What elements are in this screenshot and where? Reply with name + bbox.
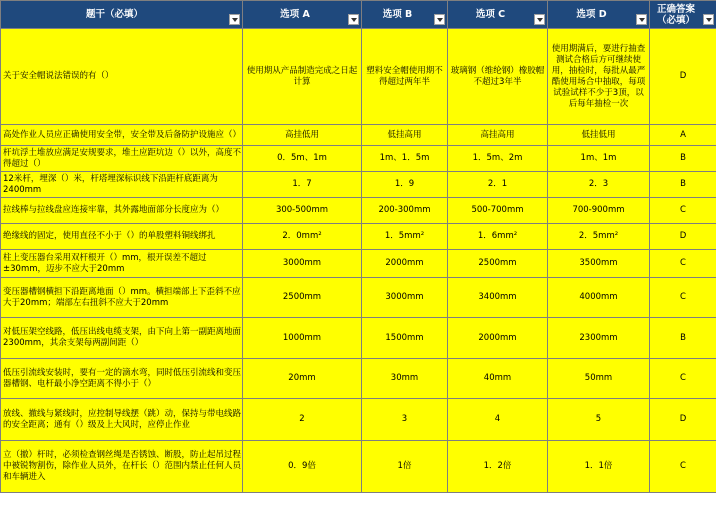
option-c-cell[interactable]: 2000mm xyxy=(448,318,548,359)
answer-cell[interactable]: C xyxy=(650,250,716,278)
answer-cell[interactable]: D xyxy=(650,224,716,250)
dropdown-filter-icon[interactable] xyxy=(534,14,545,25)
dropdown-filter-icon[interactable] xyxy=(636,14,647,25)
answer-cell[interactable]: B xyxy=(650,318,716,359)
option-d-cell[interactable]: 4000mm xyxy=(548,278,650,318)
option-b-cell[interactable]: 1m、1．5m xyxy=(362,146,448,172)
question-cell[interactable]: 12米杆，埋深（）米，杆塔埋深标识线下沿距杆底距离为2400mm xyxy=(1,172,243,198)
table-row xyxy=(1,441,716,493)
option-a-cell[interactable]: 0．9倍 xyxy=(243,441,362,493)
option-a-cell[interactable]: 0．5m、1m xyxy=(243,146,362,172)
option-c-cell[interactable]: 高挂高用 xyxy=(448,125,548,146)
option-a-cell[interactable]: 2 xyxy=(243,399,362,441)
dropdown-filter-icon[interactable] xyxy=(229,14,240,25)
option-d-cell[interactable]: 2300mm xyxy=(548,318,650,359)
question-cell[interactable]: 关于安全帽说法错误的有（） xyxy=(1,29,243,125)
col-header-option-b[interactable]: 选项 B xyxy=(362,1,448,29)
option-b-cell[interactable]: 1．5mm² xyxy=(362,224,448,250)
table-row xyxy=(1,198,716,224)
option-c-cell[interactable]: 3400mm xyxy=(448,278,548,318)
option-c-cell[interactable]: 1．6mm² xyxy=(448,224,548,250)
question-cell[interactable]: 低压引流线安装时，要有一定的滴水弯，同时低压引流线和变压器槽钢、电杆最小净空距离不得小于（） xyxy=(1,359,243,399)
option-d-cell[interactable]: 50mm xyxy=(548,359,650,399)
option-b-cell[interactable]: 3000mm xyxy=(362,278,448,318)
option-d-cell[interactable]: 5 xyxy=(548,399,650,441)
header-row xyxy=(1,1,716,29)
table-row xyxy=(1,224,716,250)
option-b-cell[interactable]: 1500mm xyxy=(362,318,448,359)
table-row xyxy=(1,125,716,146)
option-a-cell[interactable]: 1．7 xyxy=(243,172,362,198)
answer-cell[interactable]: C xyxy=(650,278,716,318)
col-header-option-a[interactable]: 选项 A xyxy=(243,1,362,29)
col-header-option-d[interactable]: 选项 D xyxy=(548,1,650,29)
table-row xyxy=(1,318,716,359)
col-header-answer[interactable]: 正确答案（必填） xyxy=(650,1,716,29)
option-b-cell[interactable]: 1倍 xyxy=(362,441,448,493)
dropdown-filter-icon[interactable] xyxy=(703,14,714,25)
answer-cell[interactable]: D xyxy=(650,399,716,441)
table-row xyxy=(1,399,716,441)
question-cell[interactable]: 绝缘线的固定，使用直径不小于（）的单股塑料铜线绑扎 xyxy=(1,224,243,250)
question-cell[interactable]: 杆坑浮土堆放应满足安规要求，堆土应距坑边（）以外，高度不得超过（） xyxy=(1,146,243,172)
col-header-option-c[interactable]: 选项 C xyxy=(448,1,548,29)
option-c-cell[interactable]: 2．1 xyxy=(448,172,548,198)
option-d-cell[interactable]: 2．3 xyxy=(548,172,650,198)
option-a-cell[interactable]: 20mm xyxy=(243,359,362,399)
question-cell[interactable]: 高处作业人员应正确使用安全带，安全带及后备防护设施应（） xyxy=(1,125,243,146)
option-c-cell[interactable]: 4 xyxy=(448,399,548,441)
option-b-cell[interactable]: 3 xyxy=(362,399,448,441)
option-b-cell[interactable]: 30mm xyxy=(362,359,448,399)
question-cell[interactable]: 柱上变压器台采用双杆根开（）mm，根开误差不超过±30mm，迈步不应大于20mm xyxy=(1,250,243,278)
table-row xyxy=(1,29,716,125)
option-d-cell[interactable]: 1m、1m xyxy=(548,146,650,172)
answer-cell[interactable]: A xyxy=(650,125,716,146)
table-row xyxy=(1,278,716,318)
question-cell[interactable]: 拉线棒与拉线盘应连接牢靠，其外露地面部分长度应为（） xyxy=(1,198,243,224)
answer-cell[interactable]: D xyxy=(650,29,716,125)
dropdown-filter-icon[interactable] xyxy=(348,14,359,25)
question-cell[interactable]: 放线、撤线与紧线时，应控制导线摆（跳）动，保持与带电线路的安全距离；通有（）级及上大风时，应停止作业 xyxy=(1,399,243,441)
option-d-cell[interactable]: 低挂低用 xyxy=(548,125,650,146)
answer-cell[interactable]: C xyxy=(650,441,716,493)
option-a-cell[interactable]: 高挂低用 xyxy=(243,125,362,146)
option-c-cell[interactable]: 40mm xyxy=(448,359,548,399)
question-cell[interactable]: 立（撤）杆时，必须检查钢丝绳是否锈蚀、断股，防止起吊过程中被锐物割伤，除作业人员外，在杆长（）范围内禁止任何人员和车辆进入 xyxy=(1,441,243,493)
option-a-cell[interactable]: 300-500mm xyxy=(243,198,362,224)
table-row xyxy=(1,359,716,399)
option-a-cell[interactable]: 2500mm xyxy=(243,278,362,318)
table-row xyxy=(1,172,716,198)
answer-cell[interactable]: C xyxy=(650,198,716,224)
option-a-cell[interactable]: 使用期从产品制造完成之日起计算 xyxy=(243,29,362,125)
option-c-cell[interactable]: 1．2倍 xyxy=(448,441,548,493)
dropdown-filter-icon[interactable] xyxy=(434,14,445,25)
option-a-cell[interactable]: 2．0mm² xyxy=(243,224,362,250)
option-c-cell[interactable]: 1．5m、2m xyxy=(448,146,548,172)
col-header-question[interactable]: 题干（必填） xyxy=(1,1,243,29)
option-c-cell[interactable]: 2500mm xyxy=(448,250,548,278)
option-c-cell[interactable]: 500-700mm xyxy=(448,198,548,224)
option-b-cell[interactable]: 塑料安全帽使用期不得超过两年半 xyxy=(362,29,448,125)
table-row xyxy=(1,146,716,172)
answer-cell[interactable]: C xyxy=(650,359,716,399)
question-cell[interactable]: 变压器槽钢横担下沿距离地面（）mm。横担端部上下歪斜不应大于20mm；端部左右扭斜不应大于20mm xyxy=(1,278,243,318)
option-d-cell[interactable]: 3500mm xyxy=(548,250,650,278)
option-d-cell[interactable]: 1．1倍 xyxy=(548,441,650,493)
option-d-cell[interactable]: 700-900mm xyxy=(548,198,650,224)
answer-cell[interactable]: B xyxy=(650,146,716,172)
answer-cell[interactable]: B xyxy=(650,172,716,198)
table-row xyxy=(1,250,716,278)
option-b-cell[interactable]: 1．9 xyxy=(362,172,448,198)
option-d-cell[interactable]: 使用期满后，要进行抽查测试合格后方可继续使用，抽检时，每批从最严酷使用场合中抽取，每项试验试样不少于3顶，以后每年抽检一次 xyxy=(548,29,650,125)
option-a-cell[interactable]: 1000mm xyxy=(243,318,362,359)
option-d-cell[interactable]: 2．5mm² xyxy=(548,224,650,250)
option-b-cell[interactable]: 2000mm xyxy=(362,250,448,278)
option-b-cell[interactable]: 200-300mm xyxy=(362,198,448,224)
question-cell[interactable]: 对低压架空线路，低压出线电缆支架，由下向上第一副距离地面2300mm，其余支架每两副间距（） xyxy=(1,318,243,359)
option-a-cell[interactable]: 3000mm xyxy=(243,250,362,278)
option-b-cell[interactable]: 低挂高用 xyxy=(362,125,448,146)
option-c-cell[interactable]: 玻璃钢（维纶钢）橡胶帽不超过3年半 xyxy=(448,29,548,125)
